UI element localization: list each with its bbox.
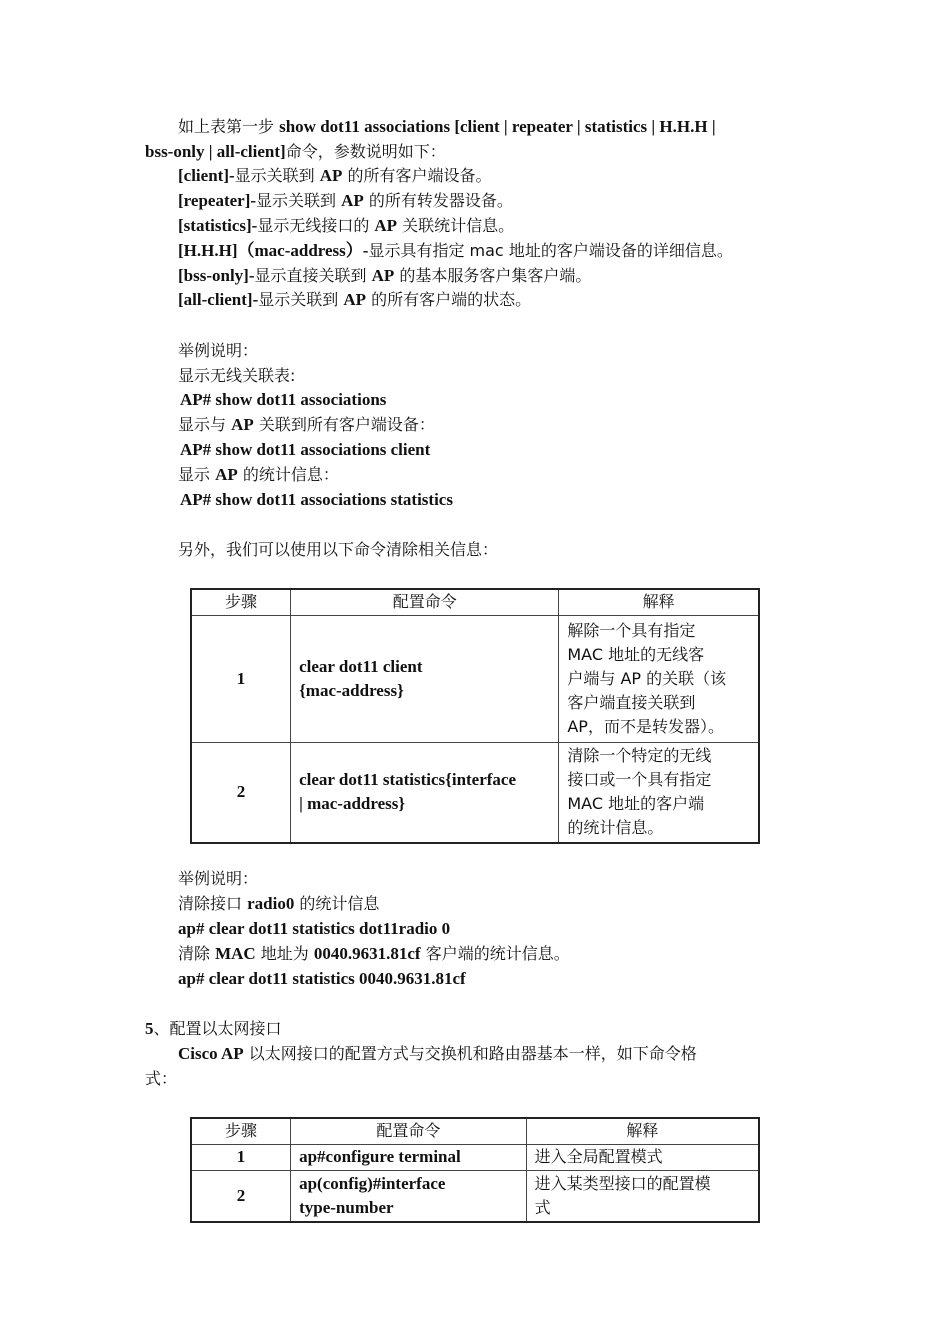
intro-prefix: 如上表第一步 (178, 117, 280, 136)
header-step: 步骤 (191, 1118, 291, 1144)
label-bold: AP (231, 415, 254, 434)
param-desc-bold: AP (371, 266, 395, 285)
param-desc: 的所有客户端的状态。 (366, 290, 532, 309)
command-cell: clear dot11 client {mac-address} (291, 615, 559, 742)
param-desc: 显示直接关联到 (254, 266, 372, 285)
section-heading (145, 1017, 282, 1041)
example1-label: 显示无线关联表: (178, 366, 296, 385)
param-key: [all-client]- (178, 290, 259, 309)
example1-command: AP# show dot11 associations client (180, 440, 431, 459)
param-desc: 显示关联到 (234, 166, 320, 185)
intro-command-cont: bss-only | all-client] (145, 142, 286, 161)
param-item (178, 164, 492, 188)
header-explanation: 解释 (559, 589, 759, 615)
table-row (191, 615, 759, 742)
param-item (178, 214, 514, 238)
section-paragraph-line: 式： (145, 1069, 178, 1088)
param-desc: 显示具有指定 mac 地址的客户端设备的详细信息。 (368, 241, 733, 260)
param-item (178, 264, 591, 288)
table-header-row (191, 1118, 759, 1144)
param-item (178, 189, 513, 213)
clear-commands-table (190, 588, 760, 844)
intro-line-2 (145, 140, 446, 164)
param-desc: 的所有客户端设备。 (342, 166, 492, 185)
table-row (191, 1144, 759, 1170)
paragraph-text: 以太网接口的配置方式与交换机和路由器基本一样，如下命令格 (243, 1044, 697, 1063)
label-bold: 0040.9631.81cf (313, 944, 421, 963)
explanation-cell: 清除一个特定的无线 接口或一个具有指定 MAC 地址的客户端 的统计信息。 (559, 742, 759, 843)
label-text: 地址为 (255, 944, 314, 963)
label-text: 客户端的统计信息。 (420, 944, 570, 963)
example1-label (178, 463, 339, 487)
param-key: [H.H.H] (178, 241, 238, 260)
example1-command: AP# show dot11 associations statistics (180, 490, 453, 509)
param-desc-bold: AP (341, 191, 364, 210)
header-step: 步骤 (191, 589, 291, 615)
clear-intro: 另外，我们可以使用以下命令清除相关信息： (178, 540, 499, 559)
param-desc: 的所有转发器设备。 (363, 191, 513, 210)
param-key: [client]- (178, 166, 235, 185)
step-number: 2 (191, 742, 291, 843)
param-desc: 显示关联到 (258, 290, 344, 309)
example2-command: ap# clear dot11 statistics dot11radio 0 (178, 919, 451, 938)
example1-label (178, 413, 435, 437)
label-text: 清除接口 (178, 894, 248, 913)
step-number: 2 (191, 1170, 291, 1222)
example2-command: ap# clear dot11 statistics 0040.9631.81cf (178, 969, 466, 988)
command-cell: ap(config)#interface type-number (291, 1170, 527, 1222)
section-paragraph-line (178, 1042, 697, 1066)
header-command: 配置命令 (291, 1118, 527, 1144)
param-desc-bold: AP (374, 216, 398, 235)
header-command: 配置命令 (291, 589, 559, 615)
param-desc: 关联统计信息。 (397, 216, 515, 235)
example1-command: AP# show dot11 associations (180, 390, 387, 409)
param-key: [bss-only]- (178, 266, 255, 285)
param-desc: 显示无线接口的 (257, 216, 375, 235)
label-bold: radio0 (247, 894, 295, 913)
section-title: 、配置以太网接口 (153, 1019, 282, 1038)
param-desc: 的基本服务客户集客户端。 (394, 266, 592, 285)
intro-suffix: 命令，参数说明如下： (285, 142, 446, 161)
table-header-row (191, 589, 759, 615)
command-cell: ap#configure terminal (291, 1144, 527, 1170)
param-item (178, 288, 531, 312)
label-bold: MAC (215, 944, 256, 963)
label-text: 显示与 (178, 415, 232, 434)
step-number: 1 (191, 615, 291, 742)
explanation-cell: 解除一个具有指定 MAC 地址的无线客 户端与 AP 的关联（该 客户端直接关联到 AP，而不是转发器）。 (559, 615, 759, 742)
param-desc: 显示关联到 (256, 191, 342, 210)
command-cell: clear dot11 statistics{interface | mac-address} (291, 742, 559, 843)
param-desc-bold: AP (343, 290, 367, 309)
example2-label (178, 942, 570, 966)
step-number: 1 (191, 1144, 291, 1170)
ethernet-config-table (190, 1117, 760, 1223)
explanation-cell: 进入全局配置模式 (526, 1144, 759, 1170)
intro-line-1 (178, 115, 716, 139)
table-row (191, 742, 759, 843)
example2-label (178, 892, 379, 916)
header-explanation: 解释 (526, 1118, 759, 1144)
intro-command: show dot11 associations [client | repeater | statistics | H.H.H | (279, 117, 716, 136)
section-number: 5 (145, 1019, 154, 1038)
label-text: 显示 (178, 465, 216, 484)
explanation-cell: 进入某类型接口的配置模 式 (526, 1170, 759, 1222)
paragraph-bold: Cisco AP (178, 1044, 244, 1063)
label-text: 的统计信息： (237, 465, 339, 484)
label-text: 的统计信息 (294, 894, 380, 913)
label-text: 关联到所有客户端设备： (253, 415, 435, 434)
label-text: 清除 (178, 944, 216, 963)
table-row (191, 1170, 759, 1222)
param-item (178, 239, 733, 263)
label-bold: AP (215, 465, 238, 484)
param-desc-bold: AP (319, 166, 343, 185)
param-key: [statistics]- (178, 216, 258, 235)
example1-heading: 举例说明： (178, 341, 259, 360)
example2-heading: 举例说明： (178, 869, 259, 888)
param-key: [repeater]- (178, 191, 257, 210)
param-desc-bold: （mac-address）- (237, 241, 369, 260)
